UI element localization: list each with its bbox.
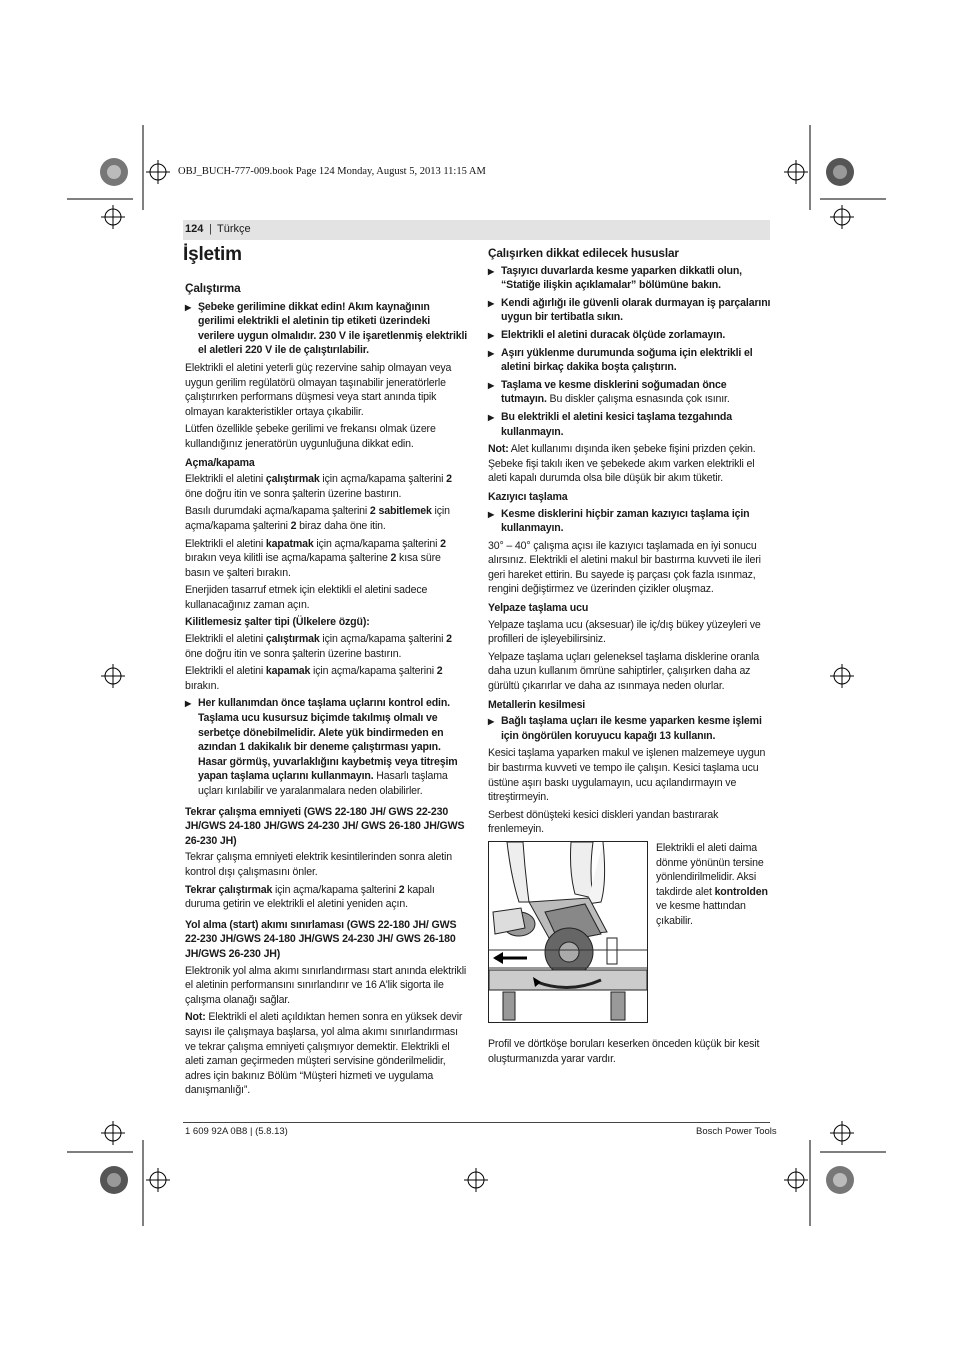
- right-column: [488, 246, 771, 1069]
- heading-tekrar-calisma: Tekrar çalışma emniyeti (GWS 22-180 JH/ GWS 22-230 JH/GWS 24-180 JH/GWS 24-230 JH/ GWS 26-180 JH/GWS 26-230 JH): [185, 805, 465, 847]
- left-column: [185, 281, 468, 1101]
- bullet-arrow-icon: ▶: [488, 330, 495, 340]
- heading-kaziyici: Kazıyıcı taşlama: [488, 490, 568, 503]
- bullet-arrow-icon: ▶: [488, 412, 495, 422]
- paragraph: Elektrikli el aletini kapatmak için açma/kapama şalterini 2 bırakın veya kilitli ise açma/kapama şalterine 2 kısa süre basın ve şalteri bırakın.: [185, 537, 446, 579]
- paragraph: Elektrikli el aletini kapamak için açma/kapama şalterini 2 bırakın.: [185, 665, 443, 692]
- warning-bullet: ▶ Her kullanımdan önce taşlama uçlarını kontrol edin. Taşlama ucu kusursuz biçimde takılmış olmalı ve serbetçe dönebilmelidir. Alete yük bindirmeden en azından 1 dakikalık bir deneme çalıştırması yapın. Hasar görmüş, yuvarlaklığını kaybetmiş veya titreşim yapan taşlama uçlarını kullanmayın. Hasarlı taşlama uçları kırılabilir ve yaralanmalara neden olabilirler.: [185, 697, 458, 797]
- warning-bullet: ▶ Bu elektrikli el aletini kesici taşlama tezgahında kullanmayın.: [488, 410, 732, 438]
- paragraph: Basılı durumdaki açma/kapama şalterini 2 sabitlemek için açma/kapama şalterini 2 biraz daha öne itin.: [185, 505, 450, 532]
- bullet-arrow-icon: ▶: [488, 298, 495, 308]
- paragraph: Not: Elektrikli el aleti açıldıktan hemen sonra en yüksek devir sayısı ile çalışmaya başlarsa, yol alma akımı sınırlandırması ve tekrar çalışma emniyeti çalışmıyor demektir. Elektrikli el aleti zaman geçirmeden müşteri servisine gönderilmelidir, adres için bakınız Bölüm “Müşteri hizmeti ve uygulama danışmanlığı”.: [185, 1011, 463, 1097]
- paragraph: Serbest dönüşteki kesici diskleri yandan bastırarak frenlemeyin.: [488, 808, 719, 836]
- heading-yelpaze: Yelpaze taşlama ucu: [488, 602, 589, 615]
- warning-bullet: ▶ Taşlama ve kesme disklerini soğumadan önce tutmayın. Bu diskler çalışma esnasında çok ısınır.: [488, 378, 730, 406]
- cutting-illustration: [488, 841, 648, 1023]
- paragraph: Lütfen özellikle şebeke gerilimi ve frekansı olmak üzere kullandığınız jeneratörün uygunluğuna dikkat edin.: [185, 423, 436, 450]
- warning-bullet: ▶ Taşıyıcı duvarlarda kesme yaparken dikkatli olun, “Statiğe ilişkin açıklamalar” bölümüne bakın.: [488, 264, 742, 292]
- heading-metal: Metallerin kesilmesi: [488, 698, 586, 711]
- bullet-arrow-icon: ▶: [488, 380, 495, 390]
- bullet-arrow-icon: ▶: [488, 717, 495, 727]
- heading-calistirma: Çalıştırma: [185, 281, 241, 295]
- heading-acma-kapama: Açma/kapama: [185, 456, 255, 469]
- warning-bullet: ▶ Elektrikli el aletini duracak ölçüde zorlamayın.: [488, 328, 771, 343]
- paragraph: Elektrikli el aletini çalıştırmak için açma/kapama şalterini 2 öne doğru itin ve sonra şalterin üzerine bastırın.: [185, 633, 452, 660]
- grinder-cutting-drawing: [489, 842, 647, 1022]
- paragraph: Profil ve dörtköşe boruları keserken önceden küçük bir kesit oluşturmanızda yarar vardır.: [488, 1037, 760, 1065]
- bullet-arrow-icon: ▶: [185, 699, 192, 709]
- footer-brand: Bosch Power Tools: [696, 1126, 777, 1137]
- warning-bullet: ▶ Kendi ağırlığı ile güvenli olarak durmayan iş parçalarını uygun bir tertibatla sıkın.: [488, 296, 771, 324]
- paragraph: Kesici taşlama yaparken makul ve işlenen malzemeye uygun bir bastırma kuvveti ve tempo ile çalışın. Kesici taşlama ucu üstüne aşırı baskı uygulamayın, ucu açılandırmayın ve titreştirmeyin.: [488, 747, 766, 804]
- warning-bullet: ▶ Aşırı yüklenme durumunda soğuma için elektrikli el aletini birkaç dakika boşta çalıştırın.: [488, 346, 753, 374]
- heading-kilitlemesiz: Kilitlemesiz şalter tipi (Ülkelere özgü):: [185, 616, 370, 629]
- bullet-arrow-icon: ▶: [488, 509, 495, 519]
- paragraph: Enerjiden tasarruf etmek için elektikli el aletini sadece kullanacağınız zaman açın.: [185, 584, 428, 611]
- page-title: İşletim: [183, 244, 242, 265]
- paragraph: Elektronik yol alma akımı sınırlandırması start anında elektrikli el aletinin performansını sınırlandırır ve 16 A'lik sigorta ile çalışma olanağı sağlar.: [185, 964, 467, 1006]
- bullet-arrow-icon: ▶: [185, 302, 192, 312]
- paragraph: Yelpaze taşlama uçları geleneksel taşlama disklerine oranla daha uzun kullanım ömrüne sahiptirler, çalışırken daha az gürültü çıkarırlar ve daha az ısınmaya neden olurlar.: [488, 650, 760, 693]
- figure-row: [488, 841, 771, 1037]
- warning-bullet: ▶ Kesme disklerini hiçbir zaman kazıyıcı taşlama için kullanmayın.: [488, 507, 750, 535]
- page-header-band: [183, 220, 770, 240]
- warning-bullet: ▶ Bağlı taşlama uçları ile kesme yaparken kesme işlemi için öngörülen koruyucu kapağı 13 kullanın.: [488, 715, 762, 742]
- bullet-arrow-icon: ▶: [488, 266, 495, 276]
- footer-code: 1 609 92A 0B8 | (5.8.13): [185, 1126, 288, 1137]
- heading-yol-alma: Yol alma (start) akımı sınırlaması (GWS 22-180 JH/ GWS 22-230 JH/GWS 24-180 JH/GWS 24-230 JH/ GWS 26-180 JH/GWS 26-230 JH): [185, 918, 457, 960]
- paragraph: Yelpaze taşlama ucu (aksesuar) ile iç/dış bükey yüzeyleri ve profilleri de işleyebilirsiniz.: [488, 618, 761, 646]
- header-separator: |: [209, 223, 212, 235]
- figure-caption: Elektrikli el aleti daima dönme yönünün tersine yönlendirilmelidir. Aksi takdirde alet kontrolden ve kesme hattından çıkabilir.: [656, 841, 768, 927]
- footer-divider: [183, 1122, 770, 1123]
- warning-bullet: ▶ Şebeke gerilimine dikkat edin! Akım kaynağının gerilimi elektrikli el aletinin tip etiketi üzerindeki verilere uygun olmalıdır. 230 V ile işaretlenmiş elektrikli el aletleri 220 V ile de çalıştırılabilir.: [185, 300, 468, 357]
- paragraph: Not: Alet kullanımı dışında iken şebeke fişini prizden çekin. Şebeke fişi takılı iken ve şebekede akım varken elektrikli el aleti kapalı durumda olsa bile düşük bir akım tüketir.: [488, 443, 756, 485]
- paragraph: Tekrar çalışma emniyeti elektrik kesintilerinden sonra aletin kontrol dışı çalışmasını önler.: [185, 851, 452, 878]
- bullet-arrow-icon: ▶: [488, 348, 495, 358]
- paragraph: Elektrikli el aletini yeterli güç rezervine sahip olmayan veya uygun gerilim regülatörü olmayan taşınabilir jeneratörlerle çalıştırırken performans düşmesi veya start anında tipik olmayan karakteristikler ortaya çıkabilir.: [185, 361, 452, 418]
- page-number: 124: [185, 223, 204, 235]
- paragraph: Elektrikli el aletini çalıştırmak için açma/kapama şalterini 2 öne doğru itin ve sonra şalterin üzerine bastırın.: [185, 473, 452, 500]
- header-language: Türkçe: [217, 223, 251, 235]
- heading-dikkat: Çalışırken dikkat edilecek hususlar: [488, 246, 679, 260]
- print-header: OBJ_BUCH-777-009.book Page 124 Monday, August 5, 2013 11:15 AM: [178, 166, 486, 177]
- paragraph: 30° – 40° çalışma açısı ile kazıyıcı taşlamada en iyi sonucu alırsınız. Elektrikli el aletini makul bir bastırma kuvveti ile ileri geri hareket ettirin. Bu sayede iş parçası çok fazla ısınmaz, rengini değiştirmez ve üzerinden çizikler oluşmaz.: [488, 539, 761, 596]
- paragraph: Tekrar çalıştırmak için açma/kapama şalterini 2 kapalı duruma getirin ve elektrikli el aletini yeniden açın.: [185, 883, 435, 911]
